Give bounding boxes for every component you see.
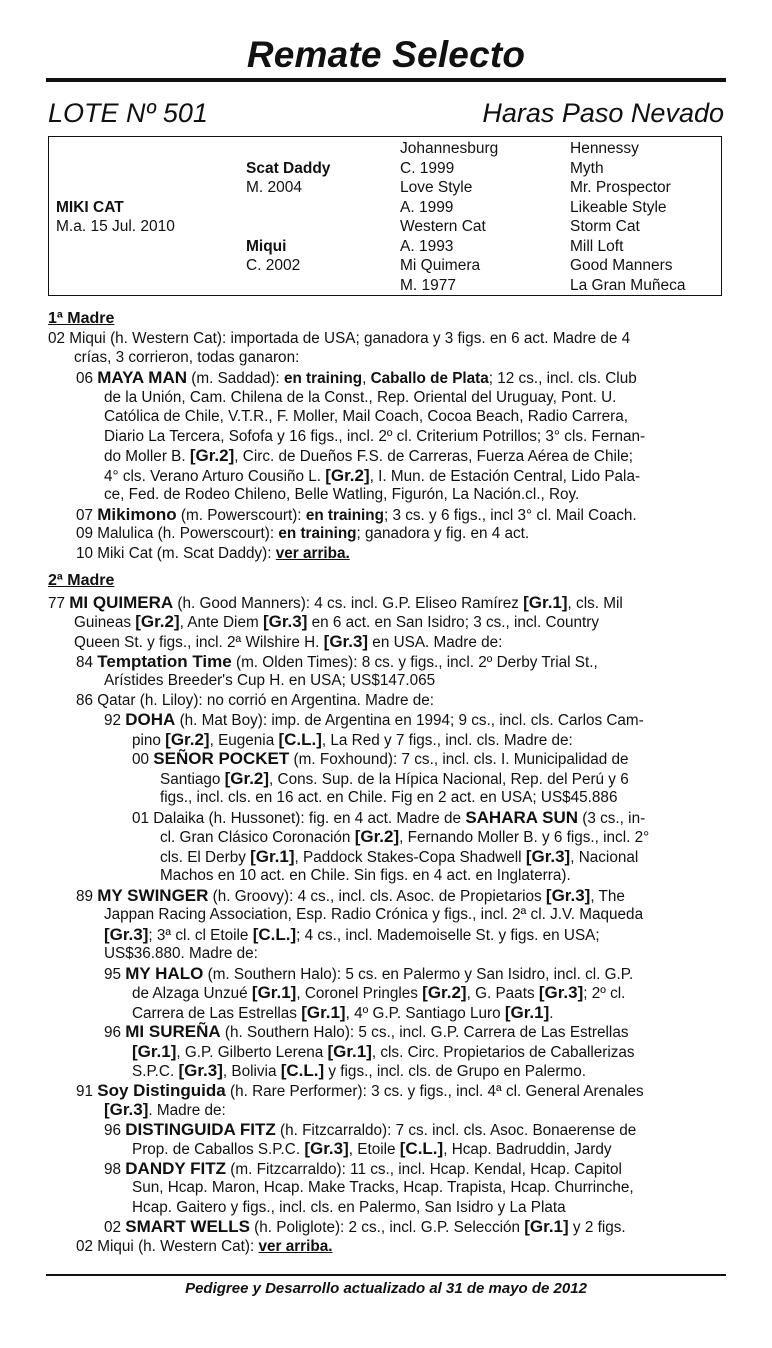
- text-line: [Gr.1], G.P. Gilberto Lerena [Gr.1], cls. Circ. Propietarios de Caballerizas: [132, 1042, 635, 1061]
- pedigree-cell: Hennessy: [570, 140, 639, 157]
- footer-rule: [46, 1274, 726, 1276]
- title-rule: [46, 78, 726, 82]
- text-line: 96 DISTINGUIDA FITZ (h. Fitzcarraldo): 7 cs. incl. cls. Asoc. Bonaerense de: [104, 1120, 637, 1139]
- text-line: ce, Fed. de Rodeo Chileno, Belle Watling, Figurón, La Nación.cl., Roy.: [104, 486, 580, 503]
- text-line: S.P.C. [Gr.3], Bolivia [C.L.] y figs., incl. cls. de Grupo en Palermo.: [132, 1061, 586, 1080]
- pedigree-cell: A. 1993: [400, 238, 454, 255]
- text-line: figs., incl. cls. en 16 act. en Chile. Fig en 2 act. en USA; US$45.886: [160, 789, 618, 806]
- text-line: Hcap. Gaitero y figs., incl. cls. en Palermo, San Isidro y La Plata: [132, 1199, 566, 1216]
- pedigree-cell: C. 1999: [400, 160, 455, 177]
- text-line: Santiago [Gr.2], Cons. Sup. de la Hípica Nacional, Rep. del Perú y 6: [160, 769, 629, 788]
- pedigree-cell: Mr. Prospector: [570, 179, 671, 196]
- sire-name: Scat Daddy: [246, 160, 331, 177]
- horse-info: M.a. 15 Jul. 2010: [56, 218, 175, 235]
- second-dam-heading: 2ª Madre: [48, 572, 115, 589]
- horse-name: MIKI CAT: [56, 199, 124, 216]
- footer-note: Pedigree y Desarrollo actualizado al 31 de mayo de 2012: [185, 1280, 587, 1297]
- text-line: 02 Miqui (h. Western Cat): ver arriba.: [76, 1238, 333, 1255]
- text-line: de Alzaga Unzué [Gr.1], Coronel Pringles [Gr.2], G. Paats [Gr.3]; 2º cl.: [132, 983, 626, 1002]
- text-line: 89 MY SWINGER (h. Groovy): 4 cs., incl. cls. Asoc. de Propietarios [Gr.3], The: [76, 886, 625, 905]
- text-line: 01 Dalaika (h. Hussonet): fig. en 4 act. Madre de SAHARA SUN (3 cs., in-: [132, 808, 646, 827]
- text-line: cls. El Derby [Gr.1], Paddock Stakes-Copa Shadwell [Gr.3], Nacional: [160, 847, 639, 866]
- pedigree-cell: Mill Loft: [570, 238, 624, 255]
- page-title: Remate Selecto: [246, 34, 526, 75]
- pedigree-cell: Storm Cat: [570, 218, 640, 235]
- text-line: Sun, Hcap. Maron, Hcap. Make Tracks, Hcap. Trapista, Hcap. Churrinche,: [132, 1179, 634, 1196]
- text-line: crías, 3 corrieron, todas ganaron:: [74, 349, 300, 366]
- pedigree-cell: Good Manners: [570, 257, 673, 274]
- text-line: 06 MAYA MAN (m. Saddad): en training, Caballo de Plata; 12 cs., incl. cls. Club: [76, 368, 637, 387]
- text-line: [Gr.3]; 3ª cl. cl Etoile [C.L.]; 4 cs., incl. Mademoiselle St. y figs. en USA;: [104, 925, 600, 944]
- text-line: 92 DOHA (h. Mat Boy): imp. de Argentina en 1994; 9 cs., incl. cls. Carlos Cam-: [104, 710, 644, 729]
- text-line: 84 Temptation Time (m. Olden Times): 8 cs. y figs., incl. 2º Derby Trial St.,: [76, 652, 598, 671]
- pedigree-cell: Likeable Style: [570, 199, 667, 216]
- text-line: Prop. de Caballos S.P.C. [Gr.3], Etoile [C.L.], Hcap. Badruddin, Jardy: [132, 1139, 612, 1158]
- text-line: 98 DANDY FITZ (m. Fitzcarraldo): 11 cs., incl. Hcap. Kendal, Hcap. Capitol: [104, 1159, 622, 1178]
- text-line: Carrera de Las Estrellas [Gr.1], 4º G.P. Santiago Luro [Gr.1].: [132, 1003, 554, 1022]
- text-line: 91 Soy Distinguida (h. Rare Performer): 3 cs. y figs., incl. 4ª cl. General Arenales: [76, 1081, 644, 1100]
- dam-name: Miqui: [246, 238, 287, 255]
- pedigree-cell: La Gran Muñeca: [570, 277, 686, 294]
- text-line: 77 MI QUIMERA (h. Good Manners): 4 cs. incl. G.P. Eliseo Ramírez [Gr.1], cls. Mil: [48, 593, 623, 612]
- breeder-name: Haras Paso Nevado: [482, 98, 724, 128]
- text-line: 95 MY HALO (m. Southern Halo): 5 cs. en Palermo y San Isidro, incl. cl. G.P.: [104, 964, 634, 983]
- text-line: de la Unión, Cam. Chilena de la Const., Rep. Oriental del Uruguay, Pont. U.: [104, 389, 617, 406]
- text-line: 07 Mikimono (m. Powerscourt): en training; 3 cs. y 6 figs., incl 3° cl. Mail Coach.: [76, 505, 637, 524]
- text-line: 02 Miqui (h. Western Cat): importada de USA; ganadora y 3 figs. en 6 act. Madre de 4: [48, 330, 631, 347]
- text-line: Jappan Racing Association, Esp. Radio Crónica y figs., incl. 2ª cl. J.V. Maqueda: [104, 906, 644, 923]
- text-line: Arístides Breeder's Cup H. en USA; US$147.065: [104, 672, 436, 689]
- text-line: Queen St. y figs., incl. 2ª Wilshire H. [Gr.3] en USA. Madre de:: [74, 632, 503, 651]
- pedigree-cell: Mi Quimera: [400, 257, 481, 274]
- text-line: Católica de Chile, V.T.R., F. Moller, Mail Coach, Cocoa Beach, Radio Carrera,: [104, 408, 629, 425]
- text-line: 86 Qatar (h. Liloy): no corrió en Argentina. Madre de:: [76, 692, 434, 709]
- text-line: Machos en 10 act. en Chile. Sin figs. en 4 act. en Inglaterra).: [160, 867, 571, 884]
- text-line: 09 Malulica (h. Powerscourt): en training; ganadora y fig. en 4 act.: [76, 525, 530, 542]
- sire-info: M. 2004: [246, 179, 303, 196]
- text-line: 10 Miki Cat (m. Scat Daddy): ver arriba.: [76, 545, 350, 562]
- text-line: 96 MI SUREÑA (h. Southern Halo): 5 cs., incl. G.P. Carrera de Las Estrellas: [104, 1022, 629, 1041]
- text-line: 00 SEÑOR POCKET (m. Foxhound): 7 cs., incl. cls. I. Municipalidad de: [132, 749, 629, 768]
- pedigree-cell: Western Cat: [400, 218, 486, 235]
- text-line: [Gr.3]. Madre de:: [104, 1100, 226, 1119]
- pedigree-table: [48, 136, 722, 296]
- text-line: 4° cls. Verano Arturo Cousiño L. [Gr.2], I. Mun. de Estación Central, Lido Pala-: [104, 466, 641, 485]
- text-line: Diario La Tercera, Sofofa y 16 figs., incl. 2º cl. Criterium Potrillos; 3° cls. Fernan-: [104, 428, 646, 445]
- pedigree-cell: A. 1999: [400, 199, 454, 216]
- first-dam-heading: 1ª Madre: [48, 310, 115, 327]
- pedigree-cell: Love Style: [400, 179, 473, 196]
- dam-info: C. 2002: [246, 257, 301, 274]
- text-line: Guineas [Gr.2], Ante Diem [Gr.3] en 6 act. en San Isidro; 3 cs., incl. Country: [74, 612, 600, 631]
- lot-number: LOTE Nº 501: [48, 98, 208, 128]
- text-line: 02 SMART WELLS (h. Poliglote): 2 cs., incl. G.P. Selección [Gr.1] y 2 figs.: [104, 1217, 626, 1236]
- text-line: US$36.880. Madre de:: [104, 945, 258, 962]
- pedigree-cell: Johannesburg: [400, 140, 499, 157]
- pedigree-cell: Myth: [570, 160, 604, 177]
- text-line: pino [Gr.2], Eugenia [C.L.], La Red y 7 figs., incl. cls. Madre de:: [132, 730, 573, 749]
- text-line: do Moller B. [Gr.2], Circ. de Dueños F.S. de Carreras, Fuerza Aérea de Chile;: [104, 446, 634, 465]
- pedigree-cell: M. 1977: [400, 277, 457, 294]
- text-line: cl. Gran Clásico Coronación [Gr.2], Fernando Moller B. y 6 figs., incl. 2°: [160, 827, 650, 846]
